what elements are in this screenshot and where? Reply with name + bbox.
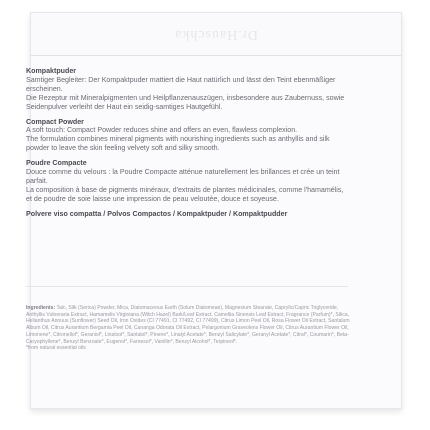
languages-line: Polvere viso compatta / Polvos Compactos / Kompaktpuder / Kompaktpudder	[26, 209, 288, 218]
description-text-block	[26, 67, 348, 219]
section-fr-title: Poudre Compacte	[26, 159, 87, 168]
section-de-body: Samtiger Begleiter: Der Kompaktpuder mattiert die Haut natürlich und lässt den Teint ebenmäßiger erscheinen. Die Rezeptur mit Mineralpigmenten und Heilpflanzenauszügen, insbesondere aus Zaubernuss, sowie Seidenpulver verleiht der Haut ein seidig-samtiges Hautgefühl.	[26, 75, 345, 111]
section-en-body: A soft touch: Compact Powder reduces shine and offers an even, flawless complexion. The formulation combines mineral pigments with nourishing ingredients such as anthyllis and silk powder to leave the skin feeling velvety soft and silky smooth.	[26, 126, 330, 153]
box-top-flap	[31, 13, 401, 56]
ingredients-list: Talc, Silk (Serica) Powder, Mica, Diatomaceous Earth (Solum Diatomeae), Magnesium Stearate, Caprylic/Capric Triglyceride, Anthyllis Vulneraria Extract, Hamamelis Virginiana (Witch Hazel) Bark/Leaf Extract, Camellia Sinensis Leaf Extract, Fragrance (Parfum)*, Silica, Helianthus Annuus (Sunflower) Seed Oil, Iron Oxides (CI 77491, CI 77492, CI 77499), Citrus Limon Peel Oil, Rosa Flower Oil Extract, Santalum Album Oil, Citrus Aurantium Bergamia Peel Oil, Cananga Odorata Oil Extract, Pelargonium Graveolens Flower Oil, Citrus Aurantium Flower Oil, Limonene*, Citronellol*, Geraniol*, Linalool*, Santalol*, Pinene*, Linalyl Acetate*, Benzyl Salicylate*, Geranyl Acetate*, Citral*, Coumarin*, Beta-Caryophyllene*, Benzyl Benzoate*, Eugenol*, Farnesol*, Vanillin*, Benzyl Alcohol*, Terpineol*.	[26, 305, 350, 345]
section-de-title: Kompaktpuder	[26, 67, 77, 75]
section-de	[26, 67, 348, 112]
ingredients-block	[26, 305, 351, 352]
brand-logo-mirrored: Dr.Hauschka	[174, 27, 258, 42]
section-fr-body: Douce comme du velours : la Poudre Compacte atténue naturellement les brillances et crée un teint parfait. La composition à base de pigments minéraux, d'extraits de plantes médicinales, comme l'hamamélis, et de poudre de soie laisse une impression de peau veloutée, douce et soyeuse.	[26, 168, 344, 203]
ingredients-footnote: *from natural essential oils	[26, 345, 86, 352]
section-en-title: Compact Powder	[26, 117, 84, 126]
section-en	[26, 118, 348, 154]
ingredients-label: Ingredients:	[26, 305, 56, 311]
section-divider	[26, 286, 348, 287]
section-fr	[26, 159, 348, 204]
